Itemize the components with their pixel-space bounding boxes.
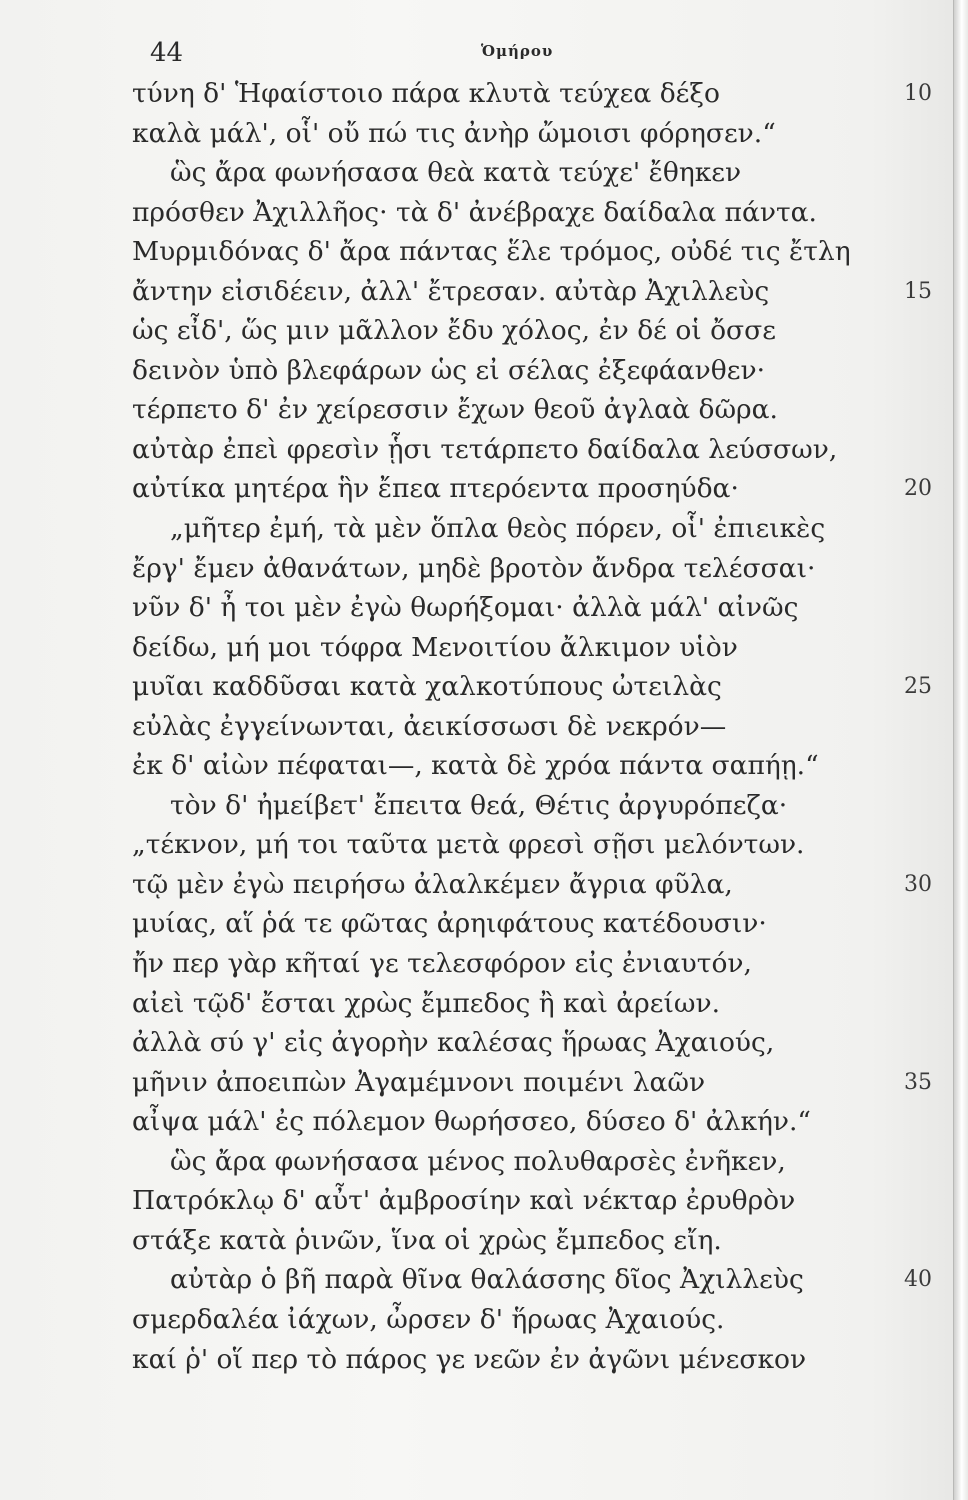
verse-text: Πατρόκλῳ δ' αὖτ' ἀμβροσίην καὶ νέκταρ ἐρυθρὸν bbox=[132, 1185, 796, 1217]
verse-line bbox=[132, 588, 832, 628]
line-number: 15 bbox=[904, 278, 932, 304]
verse-line bbox=[132, 944, 832, 984]
verse-line bbox=[132, 904, 832, 944]
verse-text: ἀλλὰ σύ γ' εἰς ἀγορὴν καλέσας ἥρωας Ἀχαιούς, bbox=[132, 1027, 775, 1059]
verse-text: πρόσθεν Ἀχιλλῆος· τὰ δ' ἀνέβραχε δαίδαλα πάντα. bbox=[132, 196, 817, 228]
line-number: 20 bbox=[904, 476, 932, 502]
verse-text: αἶψα μάλ' ἐς πόλεμον θωρήσσεο, δύσεο δ' ἀλκήν.“ bbox=[132, 1106, 811, 1138]
verse-line bbox=[132, 1260, 932, 1300]
verse-line bbox=[132, 1063, 932, 1103]
verse-text: ἔργ' ἔμεν ἀθανάτων, μηδὲ βροτὸν ἄνδρα τελέσσαι· bbox=[132, 552, 816, 584]
line-number: 10 bbox=[904, 81, 932, 106]
verse-block bbox=[132, 74, 932, 1379]
verse-line bbox=[132, 509, 832, 549]
verse-line bbox=[132, 114, 832, 154]
verse-line bbox=[132, 1300, 832, 1340]
verse-line bbox=[132, 469, 932, 509]
verse-line bbox=[132, 153, 832, 193]
verse-line bbox=[132, 193, 832, 233]
verse-text: μυίας, αἵ ῥά τε φῶτας ἀρηιφάτους κατέδουσιν· bbox=[132, 908, 767, 940]
verse-text: τῷ μὲν ἐγὼ πειρήσω ἀλαλκέμεν ἄγρια φῦλα, bbox=[132, 868, 733, 900]
page-number: 44 bbox=[150, 38, 184, 68]
verse-text: ὡς εἶδ', ὥς μιν μᾶλλον ἔδυ χόλος, ἐν δέ οἱ ὄσσε bbox=[132, 315, 776, 347]
verse-text: „μῆτερ ἐμή, τὰ μὲν ὅπλα θεὸς πόρεν, οἷ' ἐπιεικὲς bbox=[170, 513, 826, 545]
verse-line bbox=[132, 1023, 832, 1063]
verse-text: ὣς ἄρα φωνήσασα θεὰ κατὰ τεύχε' ἔθηκεν bbox=[170, 157, 742, 189]
verse-text: καί ῥ' οἵ περ τὸ πάρος γε νεῶν ἐν ἀγῶνι μένεσκον bbox=[132, 1343, 807, 1375]
verse-text: μῆνιν ἀποειπὼν Ἀγαμέμνονι ποιμένι λαῶν bbox=[132, 1066, 706, 1098]
verse-text: ἄντην εἰσιδέειν, ἀλλ' ἔτρεσαν. αὐτὰρ Ἀχιλλεὺς bbox=[132, 275, 770, 307]
verse-text: μυῖαι καδδῦσαι κατὰ χαλκοτύπους ὠτειλὰς bbox=[132, 671, 722, 703]
verse-line bbox=[132, 746, 832, 786]
verse-text: δείδω, μή μοι τόφρα Μενοιτίου ἄλκιμον υἱὸν bbox=[132, 631, 738, 663]
verse-text: εὐλὰς ἐγγείνωνται, ἀεικίσσωσι δὲ νεκρόν— bbox=[132, 710, 727, 742]
verse-line bbox=[132, 1340, 832, 1380]
verse-line bbox=[132, 549, 832, 589]
verse-line bbox=[132, 825, 832, 865]
verse-text: στάξε κατὰ ῥινῶν, ἵνα οἱ χρὼς ἔμπεδος εἴη. bbox=[132, 1224, 722, 1256]
verse-line bbox=[132, 1181, 832, 1221]
verse-text: αὐτίκα μητέρα ἣν ἔπεα πτερόεντα προσηύδα· bbox=[132, 473, 739, 505]
verse-line bbox=[132, 865, 932, 905]
verse-text: τέρπετο δ' ἐν χείρεσσιν ἔχων θεοῦ ἀγλαὰ δῶρα. bbox=[132, 394, 778, 426]
verse-line bbox=[132, 1102, 832, 1142]
verse-line bbox=[132, 984, 832, 1024]
verse-line bbox=[132, 430, 838, 470]
verse-line bbox=[132, 667, 932, 707]
verse-line bbox=[132, 232, 851, 272]
line-number: 30 bbox=[904, 871, 932, 897]
verse-text: αὐτὰρ ἐπεὶ φρεσὶν ᾗσι τετάρπετο δαίδαλα λεύσσων, bbox=[132, 433, 838, 465]
verse-line bbox=[132, 351, 832, 391]
line-number: 40 bbox=[904, 1267, 932, 1293]
verse-text: σμερδαλέα ἰάχων, ὦρσεν δ' ἥρωας Ἀχαιούς. bbox=[132, 1303, 725, 1335]
verse-text: ἐκ δ' αἰὼν πέφαται—, κατὰ δὲ χρόα πάντα σαπήῃ.“ bbox=[132, 750, 819, 782]
verse-line bbox=[132, 707, 832, 747]
verse-text: δεινὸν ὑπὸ βλεφάρων ὡς εἰ σέλας ἐξεφάανθεν· bbox=[132, 354, 765, 386]
verse-line bbox=[132, 1221, 832, 1261]
verse-line bbox=[132, 628, 832, 668]
verse-text: αἰεὶ τῷδ' ἔσται χρὼς ἔμπεδος ἢ καὶ ἀρείων. bbox=[132, 987, 721, 1019]
verse-text: ἤν περ γὰρ κῆταί γε τελεσφόρον εἰς ἐνιαυτόν, bbox=[132, 948, 752, 980]
verse-text: αὐτὰρ ὁ βῆ παρὰ θῖνα θαλάσσης δῖος Ἀχιλλεὺς bbox=[170, 1264, 804, 1296]
verse-text: τύνη δ' Ἡφαίστοιο πάρα κλυτὰ τεύχεα δέξο bbox=[132, 78, 720, 109]
verse-line bbox=[132, 390, 832, 430]
verse-text: Μυρμιδόνας δ' ἄρα πάντας ἕλε τρόμος, οὐδέ τις ἔτλη bbox=[132, 236, 851, 268]
verse-text: τὸν δ' ἠμείβετ' ἔπειτα θεά, Θέτις ἀργυρόπεζα· bbox=[170, 789, 788, 821]
verse-text: „τέκνον, μή τοι ταῦτα μετὰ φρεσὶ σῇσι μελόντων. bbox=[132, 829, 805, 861]
book-spine-edge bbox=[953, 0, 968, 1500]
verse-line bbox=[132, 786, 832, 826]
running-head: Ὁμήρου bbox=[481, 42, 554, 60]
line-number: 25 bbox=[904, 674, 932, 700]
verse-line bbox=[132, 74, 932, 114]
verse-line bbox=[132, 272, 932, 312]
line-number: 35 bbox=[904, 1069, 932, 1095]
verse-text: νῦν δ' ἦ τοι μὲν ἐγὼ θωρήξομαι· ἀλλὰ μάλ' αἰνῶς bbox=[132, 592, 799, 624]
verse-text: καλὰ μάλ', οἷ' οὔ πώ τις ἀνὴρ ὤμοισι φόρησεν.“ bbox=[132, 117, 776, 149]
verse-line bbox=[132, 311, 832, 351]
verse-line bbox=[132, 1142, 832, 1182]
verse-text: ὣς ἄρα φωνήσασα μένος πολυθαρσὲς ἐνῆκεν, bbox=[170, 1145, 786, 1177]
